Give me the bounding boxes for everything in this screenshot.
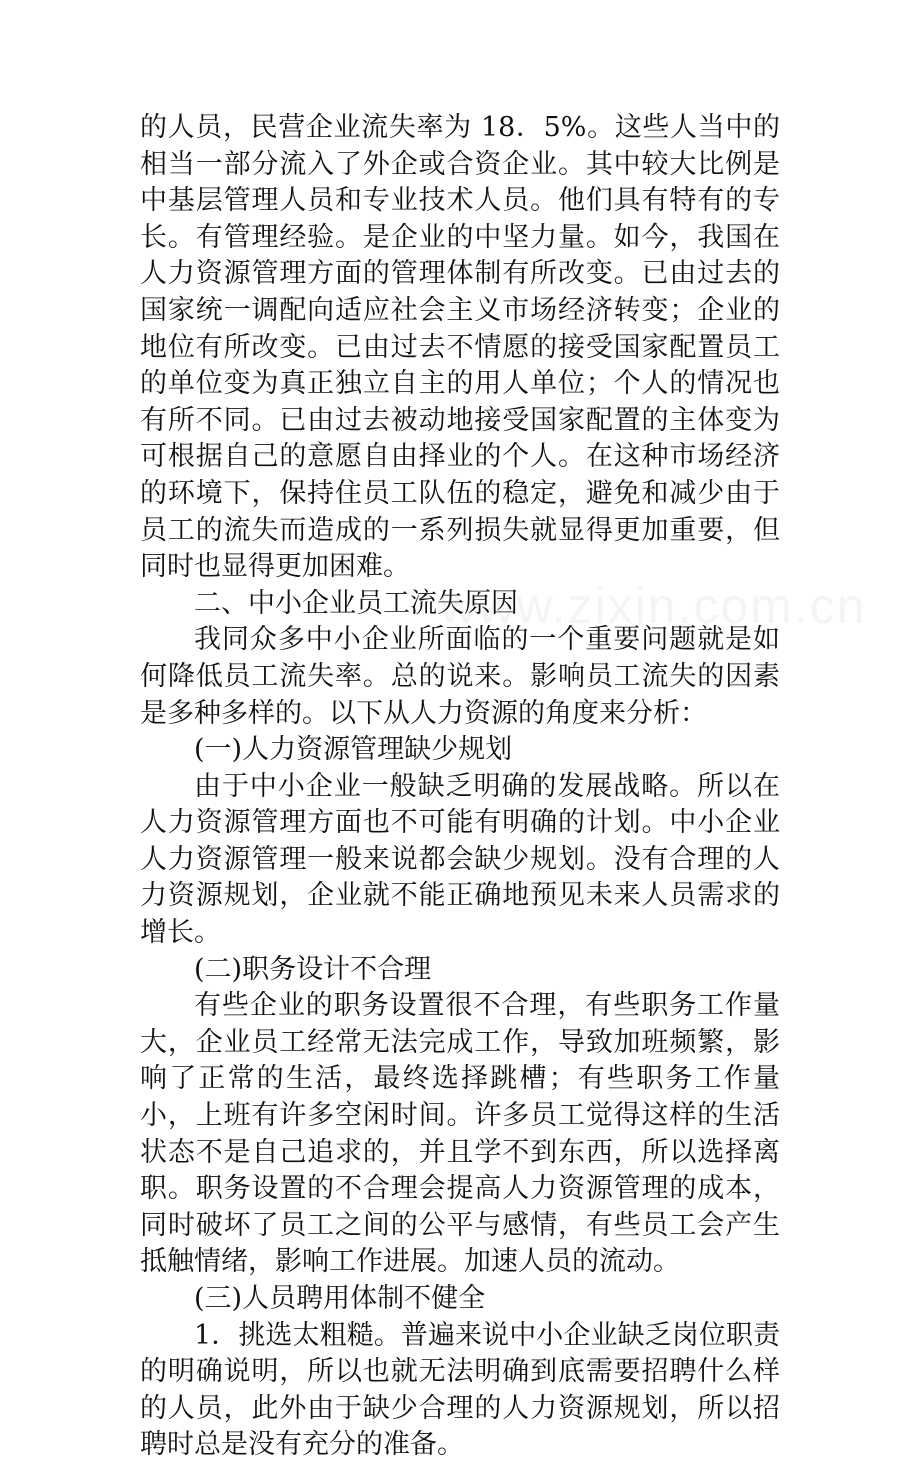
section-heading-2: 二、中小企业员工流失原因 [194,587,518,619]
document-body [140,110,780,1464]
paragraph-4: 有些企业的职务设置很不合理，有些职务工作量大，企业员工经常无法完成工作，导致加班频繁，影响了正常的生活，最终选择跳槽；有些职务工作量小，上班有许多空闲时间。许多员工觉得这样的生活状态不是自己追求的，并且学不到东西，所以选择离职。职务设置的不合理会提高人力资源管理的成本，同时破坏了员工之间的公平与感情，有些员工会产生抵触情绪，影响工作进展。加速人员的流动。 [140,990,780,1278]
subheading-planning: (一)人力资源管理缺少规划 [194,734,513,766]
subheading-job-design: (二)职务设计不合理 [194,953,432,985]
paragraph-3: 由于中小企业一般缺乏明确的发展战略。所以在人力资源管理方面也不可能有明确的计划。中小企业人力资源管理一般来说都会缺少规划。没有合理的人力资源规划，企业就不能正确地预见未来人员需求的增长。 [140,770,780,949]
paragraph-5: 1．挑选太粗糙。普遍来说中小企业缺乏岗位职责的明确说明，所以也就无法明确到底需要招聘什么样的人员，此外由于缺少合理的人力资源规划，所以招聘时总是没有充分的准备。 [140,1319,780,1461]
watermark-text: www.zixin.com.cn [440,578,867,634]
paragraph-2: 我同众多中小企业所面临的一个重要问题就是如何降低员工流失率。总的说来。影响员工流失的因素是多种多样的。以下从人力资源的角度来分析： [140,624,780,729]
paragraph-1: 的人员，民营企业流失率为 18．5%。这些人当中的相当一部分流入了外企或合资企业。其中较大比例是中基层管理人员和专业技术人员。他们具有特有的专长。有管理经验。是企业的中坚力量。如今，我国在人力资源管理方面的管理体制有所改变。已由过去的国家统一调配向适应社会主义市场经济转变；企业的地位有所改变。已由过去不情愿的接受国家配置员工的单位变为真正独立自主的用人单位；个人的情况也有所不同。已由过去被动地接受国家配置的主体变为可根据自己的意愿自由择业的个人。在这种市场经济的环境下，保持住员工队伍的稳定，避免和减少由于员工的流失而造成的一系列损失就显得更加重要，但同时也显得更加困难。 [140,112,780,583]
subheading-hiring: (三)人员聘用体制不健全 [194,1283,486,1314]
